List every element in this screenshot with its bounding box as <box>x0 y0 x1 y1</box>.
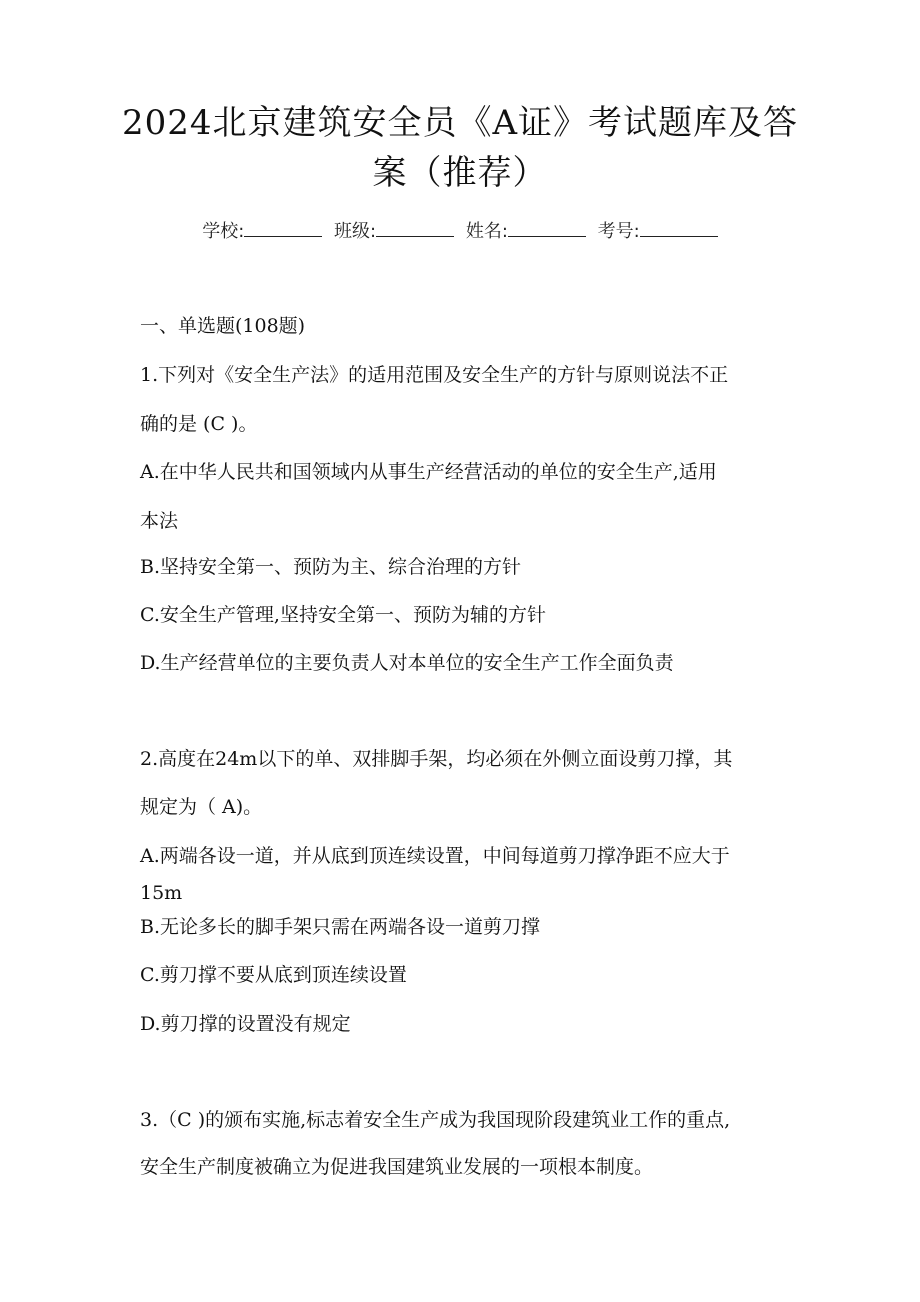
school-field <box>202 216 322 246</box>
class-blank <box>376 216 454 237</box>
name-blank <box>508 216 586 237</box>
title-line-1: 2024北京建筑安全员《A证》考试题库及答 <box>121 103 799 143</box>
name-field <box>466 216 586 246</box>
q1-stem-line-1: 1.下列对《安全生产法》的适用范围及安全生产的方针与原则说法不正 <box>140 364 729 386</box>
q2-option-d: D.剪刀撑的设置没有规定 <box>140 1013 351 1035</box>
q2-stem-line-1: 2.高度在24m以下的单、双排脚手架，均必须在外侧立面设剪刀撑，其 <box>140 748 733 770</box>
q2-stem-line-2: 规定为（ A)。 <box>140 796 263 818</box>
exam-number-field <box>598 216 718 246</box>
title-line-2: 案（推荐） <box>372 153 548 193</box>
exam-number-label: 考号: <box>597 221 640 242</box>
school-blank <box>244 216 322 237</box>
q1-option-a-line-1: A.在中华人民共和国领域内从事生产经营活动的单位的安全生产,适用 <box>140 461 717 483</box>
q3-stem-line-1: 3.（C )的颁布实施,标志着安全生产成为我国现阶段建筑业工作的重点, <box>140 1109 731 1131</box>
q2-option-a-line-1: A.两端各设一道，并从底到顶连续设置，中间每道剪刀撑净距不应大于 <box>140 845 730 867</box>
exam-number-blank <box>640 216 718 237</box>
q1-stem-line-2: 确的是 (C )。 <box>140 413 258 435</box>
name-label: 姓名: <box>465 221 508 242</box>
school-label: 学校: <box>202 221 245 242</box>
q2-option-b: B.无论多长的脚手架只需在两端各设一道剪刀撑 <box>140 916 541 938</box>
q1-option-b: B.坚持安全第一、预防为主、综合治理的方针 <box>140 556 522 578</box>
q3-stem-line-2: 安全生产制度被确立为促进我国建筑业发展的一项根本制度。 <box>140 1156 654 1178</box>
class-label: 班级: <box>334 221 377 242</box>
q1-option-c: C.安全生产管理,坚持安全第一、预防为辅的方针 <box>140 604 546 626</box>
q2-option-c: C.剪刀撑不要从底到顶连续设置 <box>140 964 407 986</box>
section-heading: 一、单选题(108题) <box>140 315 306 337</box>
document-title <box>110 98 810 198</box>
q2-option-a-line-2: 15m <box>140 882 183 904</box>
student-info-row <box>0 216 920 246</box>
q1-option-d: D.生产经营单位的主要负责人对本单位的安全生产工作全面负责 <box>140 652 674 674</box>
q1-option-a-line-2: 本法 <box>140 510 179 532</box>
class-field <box>334 216 454 246</box>
